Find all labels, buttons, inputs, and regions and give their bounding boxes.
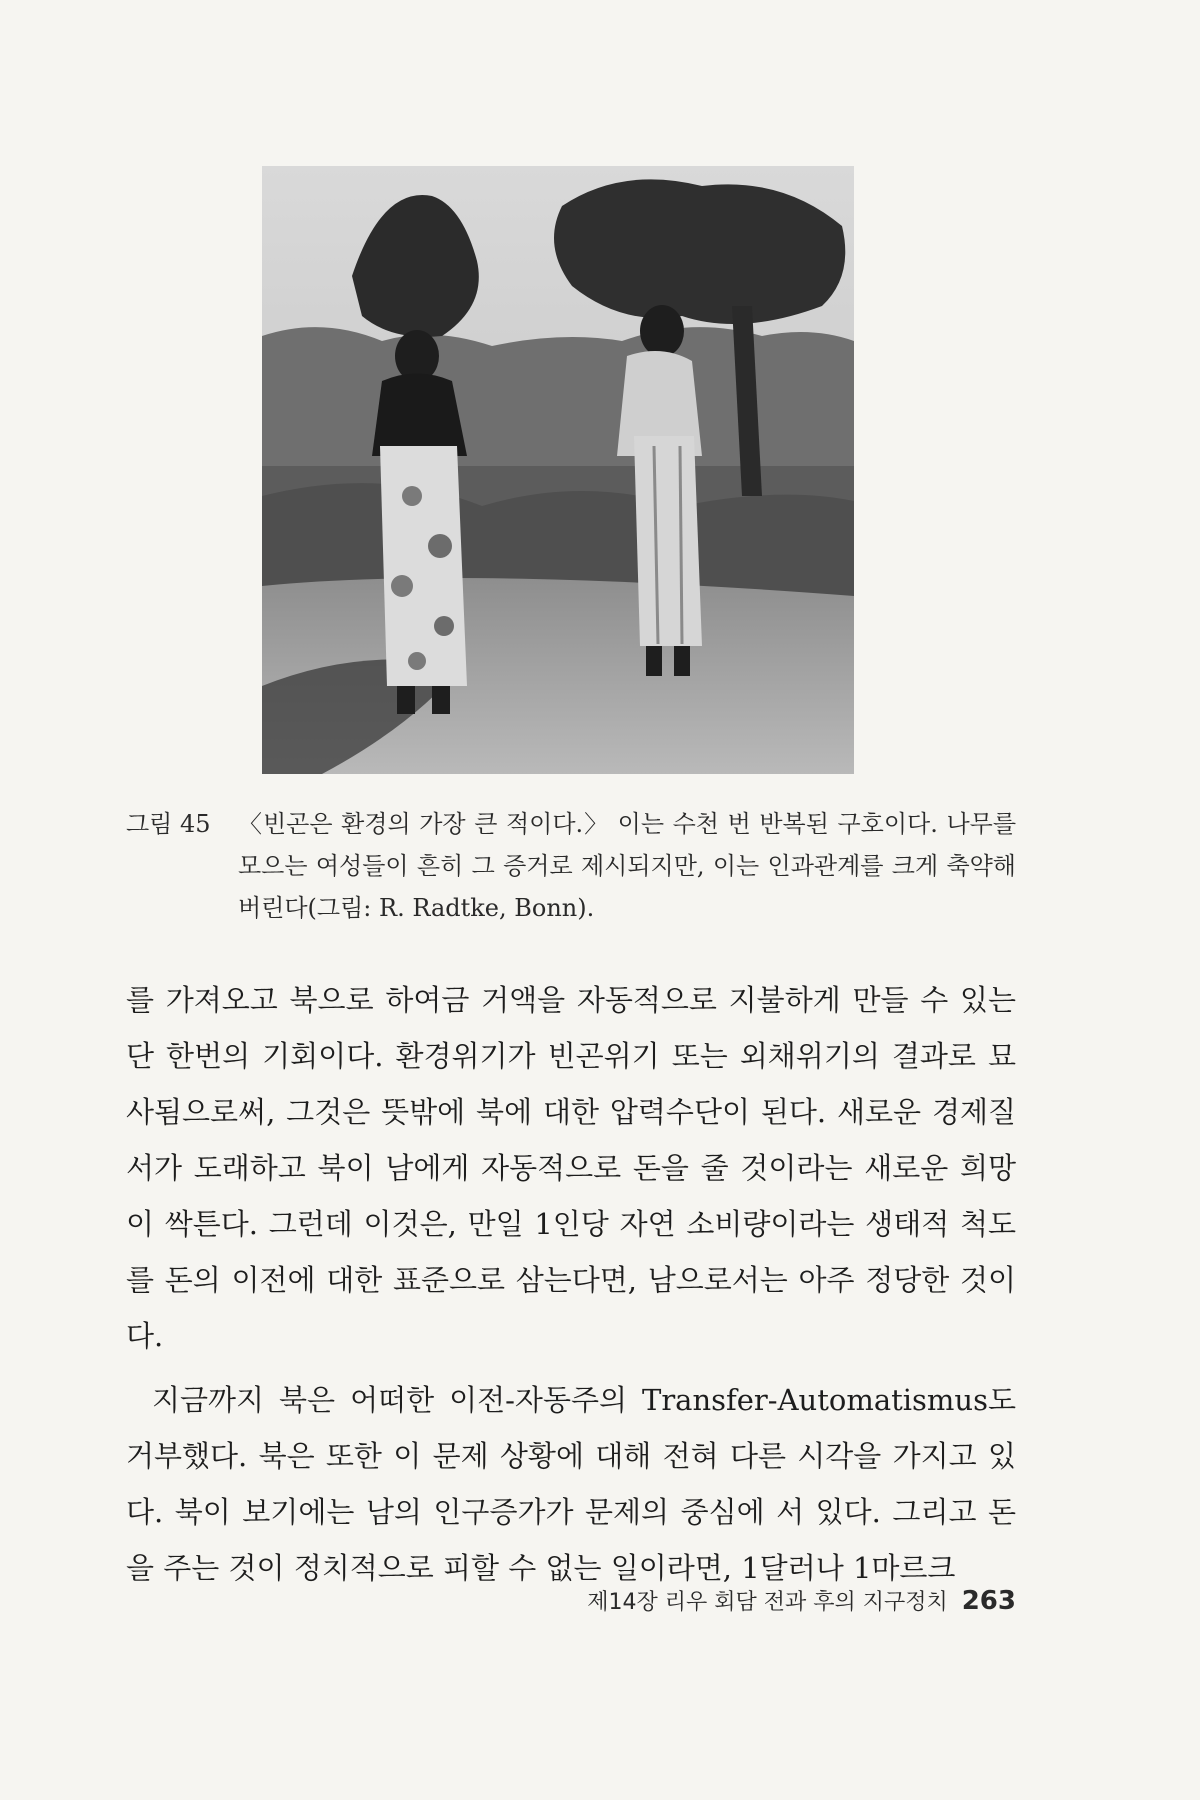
woman-left-wrap — [380, 446, 467, 686]
paragraph-2: 지금까지 북은 어떠한 이전-자동주의 Transfer-Automatismus도 거부했다. 북은 또한 이 문제 상황에 대해 전혀 다른 시각을 가지고 있다. 북이 보기에는 남의 인구증가가 문제의 중심에 서 있다. 그리고 돈을 주는 것이 정치적으로 피할 수 없는 일이라면, 1달러나 1마르크 — [126, 1383, 1016, 1585]
figure-number: 그림 45 — [126, 810, 211, 838]
photograph-two-women-carrying-wood — [262, 166, 854, 774]
page-number: 263 — [961, 1586, 1016, 1616]
woman-left-top — [372, 374, 467, 457]
running-head: 제14장 리우 회담 전과 후의 지구정치 — [587, 1590, 948, 1615]
figure-caption — [126, 803, 1016, 929]
paragraph-1: 를 가져오고 북으로 하여금 거액을 자동적으로 지불하게 만들 수 있는 단 한번의 기회이다. 환경위기가 빈곤위기 또는 외채위기의 결과로 묘사됨으로써, 그것은 뜻밖에 북에 대한 압력수단이 된다. 새로운 경제질서가 도래하고 북이 남에게 자동적으로 돈을 줄 것이라는 새로운 희망이 싹튼다. 그런데 이것은, 만일 1인당 자연 소비량이라는 생태적 척도를 돈의 이전에 대한 표준으로 삼는다면, 남으로서는 아주 정당한 것이다. — [126, 983, 1016, 1353]
photo-illustration — [262, 166, 854, 774]
body-text — [126, 972, 1016, 1596]
figure-caption-text: 〈빈곤은 환경의 가장 큰 적이다.〉 이는 수천 번 반복된 구호이다. 나무를 모으는 여성들이 흔히 그 증거로 제시되지만, 이는 인과관계를 크게 축약해 버린다(그림: R. Radtke, Bonn). — [238, 810, 1016, 922]
tree-canopy — [554, 179, 845, 324]
woman-right-skirt — [634, 436, 702, 646]
woman-right-head — [640, 305, 684, 357]
page-footer — [560, 1585, 1016, 1616]
